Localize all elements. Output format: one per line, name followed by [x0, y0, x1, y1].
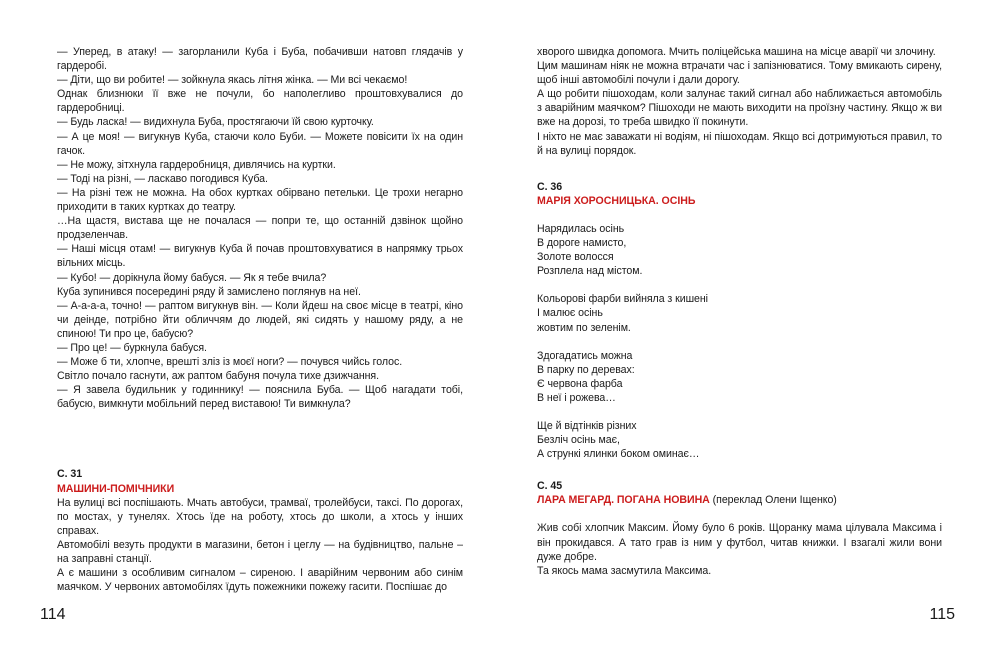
section-label: С. 31 [57, 468, 83, 481]
poem-line: В неї і рожева… [537, 391, 616, 404]
poem-line: жовтим по зеленім. [537, 321, 631, 334]
paragraph: Куба зупинився посередині ряду й замислено поглянув на неї. [57, 285, 361, 298]
section-label: С. 45 [537, 480, 563, 493]
poem-line: Здогадатись можна [537, 349, 633, 362]
paragraph: — Наші місця отам! — вигукнув Куба й почав проштовхуватися в напрямку трьох вільних місць. [57, 243, 463, 270]
section-title: МАРІЯ ХОРОСНИЦЬКА. ОСІНЬ [537, 194, 696, 207]
paragraph: — Діти, що ви робите! — зойкнула якась літня жінка. — Ми всі чекаємо! [57, 74, 408, 87]
paragraph: Світло почало гаснути, аж раптом бабуня почула тихе дзижчання. [57, 370, 380, 383]
title-gap [537, 208, 942, 222]
right-column [537, 45, 942, 578]
section-title: МАШИНИ-ПОМІЧНИКИ [57, 482, 175, 495]
section-label: С. 36 [537, 180, 563, 193]
poem-line: Золоте волосся [537, 251, 614, 264]
right-page [500, 0, 1000, 650]
paragraph: А є машини з особливим сигналом – сиреною. І аварійним червоним або синім маячком. У червоних автомобілях їдуть пожежники пожежу гасити. Поспішає до [57, 567, 463, 594]
paragraph: …На щастя, вистава ще не почалася — попри те, що останній дзвінок щойно продзеленчав. [57, 215, 463, 242]
poem-line: Нарядилась осінь [537, 222, 625, 235]
paragraph: хворого швидка допомога. Мчить поліцейська машина на місце аварії чи злочину. [537, 46, 936, 58]
poem-line: Розплела над містом. [537, 265, 643, 278]
poem-stanza [537, 292, 942, 334]
poem-stanza [537, 349, 942, 405]
paragraph: Однак близнюки її вже не почули, бо наполегливо проштовхувалися до гардеробниці. [57, 88, 463, 115]
paragraph: А що робити пішоходам, коли залунає такий сигнал або наближається автомобіль з аварійним маячком? Пішоходи не мають виходити на проїзну частину. Якщо ж ви вже на дорозі, то треба швидко її покинути. [537, 88, 942, 129]
poem-line: Є червона фарба [537, 377, 623, 390]
paragraph: — Може б ти, хлопче, врешті зліз із моєї ноги? — почувся чийсь голос. [57, 356, 403, 369]
paragraph: — Тоді на різні, — ласкаво погодився Куба. [57, 172, 268, 185]
poem-line: Безліч осінь має, [537, 434, 620, 447]
poem-line: І малює осінь [537, 307, 603, 320]
paragraph: Автомобілі везуть продукти в магазини, бетон і цеглу — на будівництво, пальне – на заправні станції. [57, 538, 463, 565]
left-column [57, 45, 463, 594]
paragraph: — А-а-а-а, точно! — раптом вигукнув він. — Коли йдеш на своє місце в театрі, кіно чи деінде, потрібно йти обличчям до людей, які сидять у нашому ряду, а не спиною! Ти про це, бабусю? [57, 299, 463, 340]
section-gap [537, 158, 942, 180]
poem-line: А стрункі ялинки боком оминає… [537, 448, 700, 461]
page-number-left: 114 [40, 606, 66, 623]
title-gap [537, 507, 942, 521]
paragraph: Жив собі хлопчик Максим. Йому було 6 років. Щоранку мама цілувала Максима і він прокидався. А тато грав із ним у футбол, читав книжки. І взагалі жили вони дуже добре. [537, 522, 942, 563]
paragraph: І ніхто не має заважати ні водіям, ні пішоходам. Якщо всі дотримуються правил, то й на вулиці порядок. [537, 130, 942, 157]
paragraph: — Про це! — буркнула бабуся. [57, 341, 207, 354]
poem-stanza [537, 222, 942, 278]
poem-line: Ще й відтінків різних [537, 419, 637, 432]
poem-line: В парку по деревах: [537, 363, 635, 376]
paragraph: — Я завела будильник у годиннику! — пояснила Буба. — Щоб нагадати тобі, бабусю, вимкнути мобільний перед виставою! Ти вимкнула? [57, 384, 463, 411]
paragraph: — А це моя! — вигукнув Куба, стаючи коло Буби. — Можете повісити їх на один гачок. [57, 130, 463, 157]
poem-line: В дороге намисто, [537, 237, 627, 250]
translator-note: (переклад Олени Іщенко) [709, 494, 837, 507]
paragraph: — Не можу, зітхнула гардеробниця, дивлячись на куртки. [57, 158, 336, 171]
paragraph: На вулиці всі поспішають. Мчать автобуси, трамваї, тролейбуси, таксі. По дорогах, по мостах, у тунелях. Хтось їде на роботу, хтось до школи, а хтось у інших справах. [57, 496, 463, 537]
section-gap [57, 411, 463, 467]
poem-stanza [537, 419, 942, 461]
poem-line: Кольорові фарби вийняла з кишені [537, 293, 708, 306]
paragraph: Та якось мама засмутила Максима. [537, 564, 712, 577]
page-number-right: 115 [929, 606, 955, 623]
section-title-row [537, 493, 942, 507]
paragraph: Цим машинам ніяк не можна втрачати час і запізнюватися. Тому вмикають сирену, щоб інші автомобілі почули і дали дорогу. [537, 60, 942, 87]
paragraph: — Будь ласка! — видихнула Буба, простягаючи їй свою курточку. [57, 116, 374, 129]
section-title: ЛАРА МЕГАРД. ПОГАНА НОВИНА [537, 494, 710, 507]
paragraph: — На різні теж не можна. На обох куртках обірвано петельки. Це трохи негарно приходити в таких куртках до театру. [57, 186, 463, 214]
paragraph: — Уперед, в атаку! — загорланили Куба і Буба, побачивши натовп глядачів у гардеробі. [57, 46, 463, 73]
paragraph: — Кубо! — дорікнула йому бабуся. — Як я тебе вчила? [57, 271, 327, 284]
